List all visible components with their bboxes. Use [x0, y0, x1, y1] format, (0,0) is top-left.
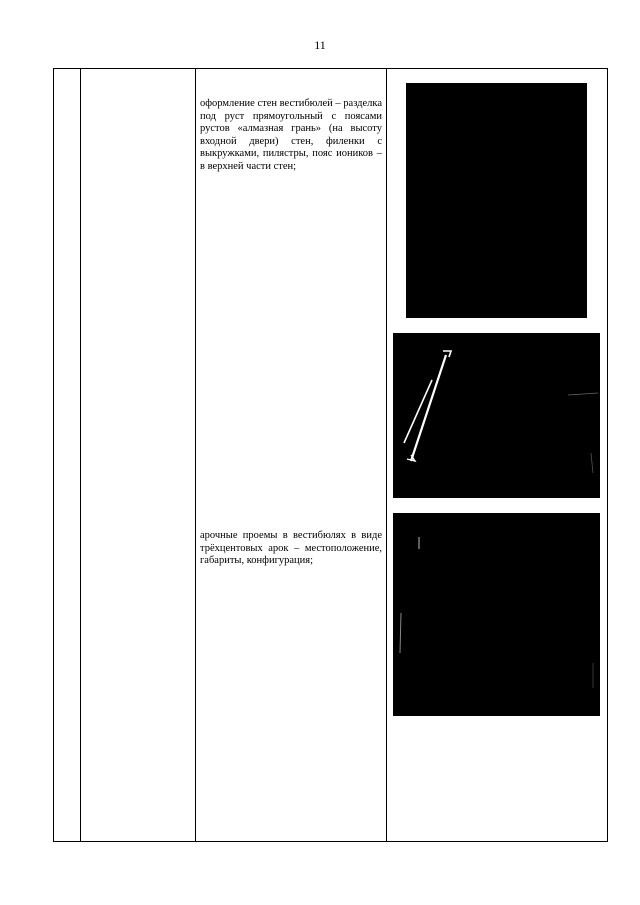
photo-vestibule-detail-image	[393, 333, 600, 498]
column-divider-2	[195, 69, 196, 841]
photo-vestibule-walls	[406, 83, 587, 318]
row-1-description: оформление стен вестибюлей – разделка под руст прямоугольный с поясами рустов «алмазная грань» (на высоту входной двери) стен, филенки с выкружками, пилястры, пояс иоников – в верхней части стен;	[200, 98, 382, 172]
photo-arched-openings-image	[393, 513, 600, 716]
photo-arched-openings	[393, 513, 600, 716]
column-divider-1	[80, 69, 81, 841]
photo-vestibule-detail	[393, 333, 600, 498]
row-2-description: арочные проемы в вестибюлях в виде трёхцентовых арок – местоположение, габариты, конфигурация;	[200, 530, 382, 567]
page-number: 11	[314, 38, 326, 52]
column-divider-3	[386, 69, 387, 841]
